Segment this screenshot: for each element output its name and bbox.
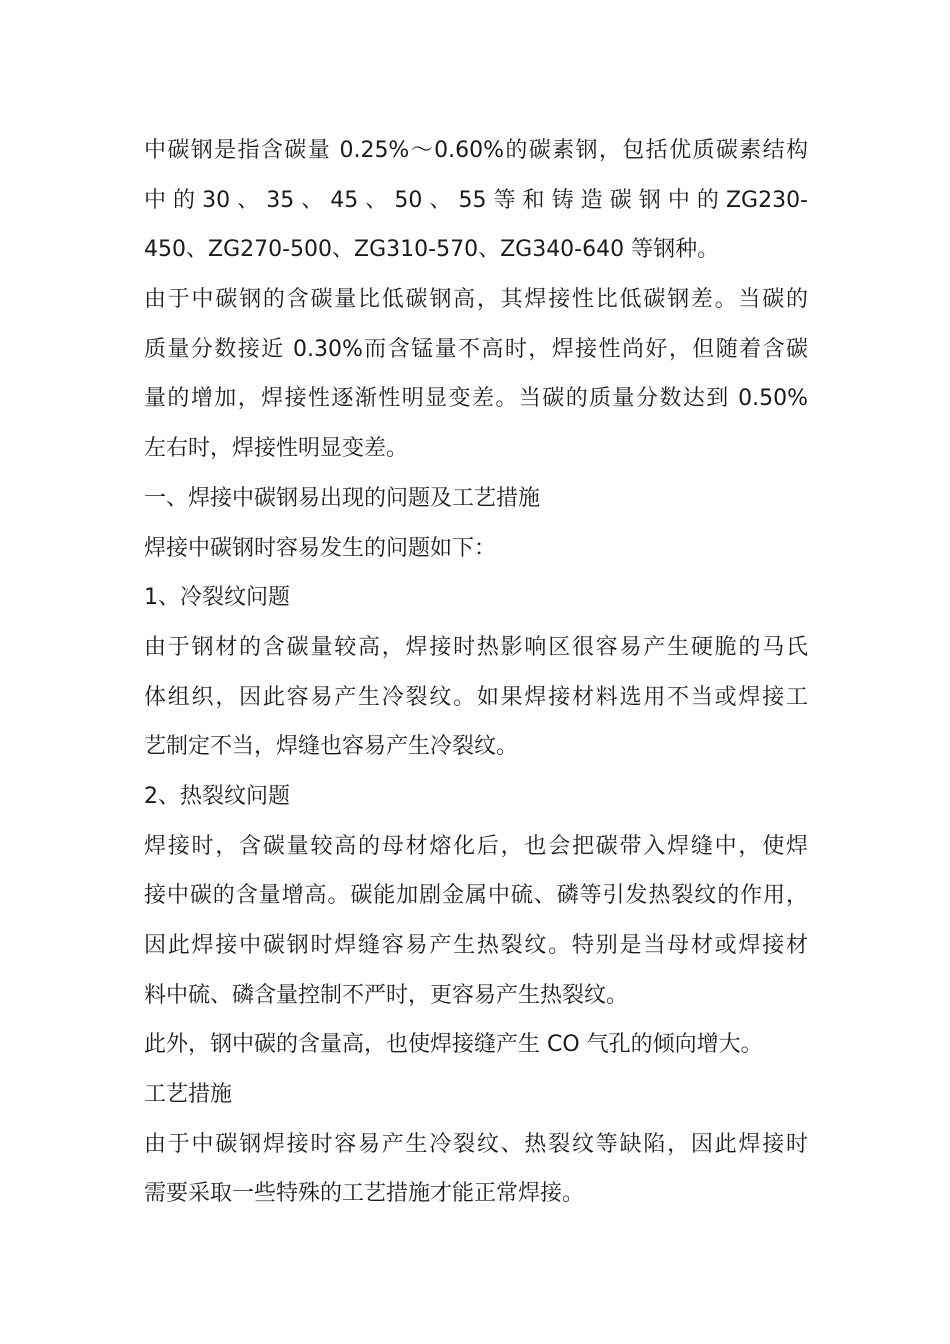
text-line: 因此焊接中碳钢时焊缝容易产生热裂纹。特别是当母材或焊接材	[144, 933, 808, 958]
text-line: 450、ZG270-500、ZG310-570、ZG340-640 等钢种。	[144, 237, 720, 263]
subsection-heading: 1、冷裂纹问题	[144, 585, 290, 611]
text-line: 中碳钢是指含碳量 0.25%～0.60%的碳素钢，包括优质碳素结构	[144, 138, 808, 163]
text-line: 量的增加，焊接性逐渐性明显变差。当碳的质量分数达到 0.50%	[144, 386, 808, 412]
text-line: 左右时，焊接性明显变差。	[144, 436, 409, 462]
document-body	[144, 126, 808, 1219]
text-line: 中 的 30 、 35 、 45 、 50 、 55 等 和 铸 造 碳 钢 中 的 ZG230-	[144, 187, 809, 213]
text-line: 质量分数接近 0.30%而含锰量不高时，焊接性尚好，但随着含碳	[144, 336, 808, 362]
text-line: 焊接中碳钢时容易发生的问题如下：	[144, 535, 497, 561]
text-line: 体组织，因此容易产生冷裂纹。如果焊接材料选用不当或焊接工	[144, 684, 808, 710]
text-line: 接中碳的含量增高。碳能加剧金属中硫、磷等引发热裂纹的作用，	[144, 883, 808, 909]
text-line: 由于钢材的含碳量较高，焊接时热影响区很容易产生硬脆的马氏	[144, 634, 808, 660]
section-heading: 一、焊接中碳钢易出现的问题及工艺措施	[144, 485, 541, 511]
subsection-heading: 2、热裂纹问题	[144, 783, 290, 809]
text-line: 此外，钢中碳的含量高，也使焊接缝产生 CO 气孔的倾向增大。	[144, 1032, 763, 1058]
text-line: 由于中碳钢的含碳量比低碳钢高，其焊接性比低碳钢差。当碳的	[144, 287, 808, 313]
text-line: 艺制定不当，焊缝也容易产生冷裂纹。	[144, 734, 519, 760]
text-line: 由于中碳钢焊接时容易产生冷裂纹、热裂纹等缺陷，因此焊接时	[144, 1131, 808, 1157]
text-line: 料中硫、磷含量控制不严时，更容易产生热裂纹。	[144, 982, 629, 1008]
text-line: 需要采取一些特殊的工艺措施才能正常焊接。	[144, 1181, 585, 1207]
subsection-heading: 工艺措施	[144, 1082, 233, 1108]
text-line: 焊接时，含碳量较高的母材熔化后，也会把碳带入焊缝中，使焊	[144, 833, 808, 859]
